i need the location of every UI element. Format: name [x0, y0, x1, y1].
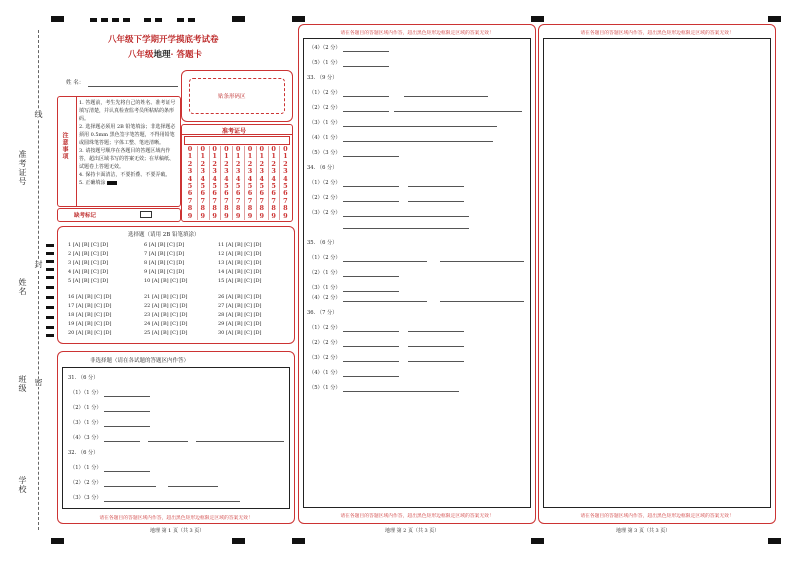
page-footer-3: 地理 第 3 页（共 3 页）: [616, 528, 671, 534]
digit: 0: [235, 145, 241, 153]
digit: 4: [259, 174, 265, 183]
note-1: 1. 答题前，考生先将自己的姓名、准考证号填写清楚，并认真检查监考员所粘贴的条形码。: [79, 100, 176, 122]
choice-row[interactable]: 12 [A] [B] [C] [D]: [218, 251, 262, 257]
digit: 3: [224, 167, 229, 176]
card2-top-notice: 请在各题目的答题区域内作答，超出黑色矩形边框限定区域的答案无效！: [340, 31, 494, 36]
digit: 4: [224, 174, 229, 183]
q31-2: （2）（1 分）: [70, 405, 102, 411]
mi-char: 密: [34, 378, 43, 387]
name-label-margin: 姓名: [18, 278, 27, 296]
choice-row[interactable]: 18 [A] [B] [C] [D]: [68, 312, 112, 318]
q35-1-answer-a[interactable]: [343, 261, 427, 262]
choice-row[interactable]: 30 [A] [B] [C] [D]: [218, 330, 262, 336]
digit: 2: [271, 159, 276, 168]
q34-3-answer-b[interactable]: [343, 228, 469, 229]
digit: 5: [259, 182, 265, 191]
digit: 9: [224, 211, 229, 220]
q33-1: （1）（2 分）: [309, 90, 341, 96]
q31-1: （1）（1 分）: [70, 390, 102, 396]
digit: 2: [247, 159, 253, 168]
choice-row[interactable]: 13 [A] [B] [C] [D]: [218, 260, 262, 266]
exam-number-column[interactable]: [244, 146, 255, 220]
digit: 9: [271, 211, 276, 220]
q33-1-answer-b[interactable]: [404, 96, 488, 97]
notes-divider: [76, 96, 77, 207]
digit: 4: [247, 174, 253, 183]
choice-row[interactable]: 5 [A] [B] [C] [D]: [68, 278, 109, 284]
q35-3: （3）（1 分）: [309, 285, 341, 291]
q36-1-answer-b[interactable]: [408, 331, 464, 332]
q31-2-answer[interactable]: [104, 411, 150, 412]
digit: 5: [212, 182, 217, 191]
digit: 5: [283, 182, 288, 191]
digit: 0: [247, 145, 253, 153]
name-field-label: 姓 名：: [66, 80, 85, 86]
choice-row[interactable]: 26 [A] [B] [C] [D]: [218, 294, 262, 300]
q31-4-answer-b[interactable]: [148, 441, 188, 442]
digit: 0: [224, 145, 229, 153]
digit: 3: [247, 167, 253, 176]
digit: 0: [283, 145, 288, 153]
digit: 4: [271, 174, 276, 183]
digit: 2: [283, 159, 288, 168]
digit: 0: [212, 145, 217, 153]
digit: 0: [259, 145, 265, 153]
q36-2-answer-b[interactable]: [408, 346, 464, 347]
q32-2: （2）（2 分）: [70, 480, 102, 486]
q36-4-answer[interactable]: [343, 376, 399, 377]
q33-4: （4）（1 分）: [309, 135, 341, 141]
digit: 6: [200, 189, 206, 198]
exam-number-column[interactable]: [197, 146, 208, 220]
choice-row[interactable]: 2 [A] [B] [C] [D]: [68, 251, 109, 257]
choice-row[interactable]: 22 [A] [B] [C] [D]: [144, 303, 188, 309]
digit: 5: [247, 182, 253, 191]
card1-bottom-notice: 请在各题目的答题区域内作答，超出黑色矩形边框限定区域的答案无效！: [99, 516, 253, 521]
choice-row[interactable]: 7 [A] [B] [C] [D]: [144, 251, 185, 257]
digit: 9: [283, 211, 288, 220]
exam-number-column[interactable]: [220, 146, 231, 220]
digit: 2: [187, 159, 193, 168]
subject-suffix: · 答题卡: [170, 50, 202, 60]
q35-2-answer[interactable]: [343, 276, 399, 277]
notes-title: 注意事项: [61, 132, 68, 160]
q36-5: （5）（1 分）: [309, 385, 341, 391]
q31-4-answer-a[interactable]: [104, 441, 140, 442]
card3-top-notice: 请在各题目的答题区域内作答，超出黑色矩形边框限定区域的答案无效！: [580, 31, 734, 36]
digit: 4: [283, 174, 288, 183]
line-char: 线: [34, 110, 43, 119]
digit: 8: [224, 204, 229, 213]
digit: 5: [224, 182, 229, 191]
digit: 4: [200, 174, 206, 183]
choice-row[interactable]: 6 [A] [B] [C] [D]: [144, 242, 185, 248]
note-5-text: 5. 正确填涂: [79, 180, 106, 186]
choice-row[interactable]: 10 [A] [B] [C] [D]: [144, 278, 188, 284]
q32-3: （3）（3 分）: [70, 495, 102, 501]
digit: 6: [283, 189, 288, 198]
digit: 1: [247, 152, 253, 161]
digit: 3: [200, 167, 206, 176]
choice-row[interactable]: 24 [A] [B] [C] [D]: [144, 321, 188, 327]
absent-checkbox[interactable]: [140, 211, 152, 218]
note-3: 3. 请按题号顺序在各题目的答题区域内作答，超出区域书写的答案无效；在草稿纸、试题卷上答题无效。: [79, 148, 175, 170]
q32-1: （1）（1 分）: [70, 465, 102, 471]
digit: 0: [271, 145, 276, 153]
digit: 9: [200, 211, 206, 220]
q34-title: 34. （6 分）: [307, 165, 338, 171]
choice-row[interactable]: 21 [A] [B] [C] [D]: [144, 294, 188, 300]
digit: 1: [271, 152, 276, 161]
digit: 4: [187, 174, 193, 183]
digit: 7: [259, 196, 265, 205]
digit: 8: [235, 204, 241, 213]
q33-1-answer-a[interactable]: [343, 96, 389, 97]
choice-row[interactable]: 20 [A] [B] [C] [D]: [68, 330, 112, 336]
digit: 2: [235, 159, 241, 168]
page-footer-1: 地理 第 1 页（共 3 页）: [150, 528, 205, 534]
q36-title: 36. （7 分）: [307, 310, 338, 316]
q34-3-answer-a[interactable]: [343, 216, 469, 217]
q33-5-answer[interactable]: [343, 156, 399, 157]
q35-title: 35. （6 分）: [307, 240, 338, 246]
q31-title: 31. （6 分）: [68, 375, 99, 381]
q31-3-answer[interactable]: [104, 426, 150, 427]
q33-2: （2）（2 分）: [309, 105, 341, 111]
q35-1-answer-b[interactable]: [440, 261, 524, 262]
q36-2-answer-a[interactable]: [343, 346, 399, 347]
q32-2-answer-b[interactable]: [168, 486, 218, 487]
card2-bottom-notice: 请在各题目的答题区域内作答，超出黑色矩形边框限定区域的答案无效！: [340, 514, 494, 519]
note-5: [79, 179, 178, 187]
digit: 0: [187, 145, 193, 153]
q36-3-answer-a[interactable]: [343, 361, 399, 362]
digit: 3: [187, 167, 193, 176]
choice-row[interactable]: 1 [A] [B] [C] [D]: [68, 242, 109, 248]
digit: 5: [200, 182, 206, 191]
choice-row[interactable]: 9 [A] [B] [C] [D]: [144, 269, 185, 275]
digit: 7: [224, 196, 229, 205]
digit: 9: [235, 211, 241, 220]
exam-number-column[interactable]: [268, 146, 279, 220]
digit: 6: [247, 189, 253, 198]
choice-row[interactable]: 29 [A] [B] [C] [D]: [218, 321, 262, 327]
q31-1-answer[interactable]: [104, 396, 150, 397]
q33-3-answer[interactable]: [343, 126, 497, 127]
q32-3-answer[interactable]: [104, 501, 240, 502]
choice-row[interactable]: 4 [A] [B] [C] [D]: [68, 269, 109, 275]
digit: 8: [247, 204, 253, 213]
q34-2-answer-a[interactable]: [343, 201, 399, 202]
q36-3-answer-b[interactable]: [408, 361, 464, 362]
digit: 8: [271, 204, 276, 213]
nonchoice-title: 非选择题（请在各试题的答题区内作答）: [90, 358, 190, 364]
choice-row[interactable]: 16 [A] [B] [C] [D]: [68, 294, 112, 300]
choice-title: 选择题（请用 2B 铅笔填涂）: [128, 232, 200, 238]
exam-number-column[interactable]: [256, 146, 267, 220]
exam-title: 八年级下学期开学摸底考试卷: [108, 35, 219, 45]
digit: 6: [212, 189, 217, 198]
q34-2-answer-b[interactable]: [408, 201, 464, 202]
choice-row[interactable]: 11 [A] [B] [C] [D]: [218, 242, 262, 248]
q36-5-answer[interactable]: [343, 391, 459, 392]
q32-2-answer-a[interactable]: [104, 486, 156, 487]
q33-2-answer-b[interactable]: [394, 111, 522, 112]
answer-frame-3[interactable]: [543, 38, 771, 508]
q33-5: （5）（3 分）: [309, 150, 341, 156]
digit: 7: [187, 196, 193, 205]
digit: 2: [212, 159, 217, 168]
digit: 8: [187, 204, 193, 213]
choice-row[interactable]: 27 [A] [B] [C] [D]: [218, 303, 262, 309]
digit: 5: [187, 182, 193, 191]
exam-number-column[interactable]: [279, 146, 290, 220]
q35-4: （4）（2 分）: [309, 295, 341, 301]
q35-3-answer[interactable]: [343, 291, 399, 292]
digit: 8: [200, 204, 206, 213]
name-field-line[interactable]: [88, 86, 178, 87]
digit: 9: [187, 211, 193, 220]
subject-title: [128, 48, 202, 60]
digit: 2: [224, 159, 229, 168]
q36-1: （1）（2 分）: [309, 325, 341, 331]
q36-4: （4）（1 分）: [309, 370, 341, 376]
digit: 7: [283, 196, 288, 205]
q33-4-answer[interactable]: [343, 141, 493, 142]
digit: 2: [259, 159, 265, 168]
digit: 1: [235, 152, 241, 161]
digit: 0: [200, 145, 206, 153]
exam-number-column[interactable]: [185, 146, 195, 220]
choice-row[interactable]: 3 [A] [B] [C] [D]: [68, 260, 109, 266]
digit: 9: [247, 211, 253, 220]
digit: 3: [283, 167, 288, 176]
subject-name: 地理: [153, 50, 171, 60]
q33-title: 33. （9 分）: [307, 75, 338, 81]
q34-1: （1）（2 分）: [309, 180, 341, 186]
digit: 7: [235, 196, 241, 205]
note-2: 2. 选择题必须用 2B 铅笔填涂；非选择题必须用 0.5mm 黑色签字笔答题，不得用铅笔或圆珠笔答题；字体工整、笔迹清晰。: [79, 124, 176, 146]
filled-sample: [107, 181, 117, 185]
q35-2: （2）（1 分）: [309, 270, 341, 276]
absent-label: 缺考标记: [74, 213, 97, 219]
choice-row[interactable]: 25 [A] [B] [C] [D]: [144, 330, 188, 336]
notes-list: [79, 99, 178, 187]
card3-bottom-notice: 请在各题目的答题区域内作答，超出黑色矩形边框限定区域的答案无效！: [580, 514, 734, 519]
q33-3: （3）（1 分）: [309, 120, 341, 126]
digit: 3: [271, 167, 276, 176]
binding-line: [38, 30, 39, 530]
digit: 8: [283, 204, 288, 213]
digit: 3: [212, 167, 217, 176]
note-4: 4. 保持卡面清洁，不要折叠、不要弄破。: [79, 172, 171, 178]
q32-5: （5）（1 分）: [309, 60, 341, 66]
digit: 2: [200, 159, 206, 168]
digit: 6: [187, 189, 193, 198]
choice-row[interactable]: 14 [A] [B] [C] [D]: [218, 269, 262, 275]
digit: 9: [212, 211, 217, 220]
digit: 1: [283, 152, 288, 161]
q32-4-answer[interactable]: [343, 51, 389, 52]
digit: 7: [247, 196, 253, 205]
digit: 3: [235, 167, 241, 176]
barcode-label: 贴条形码区: [218, 94, 246, 100]
q34-1-answer-b[interactable]: [408, 186, 464, 187]
q36-1-answer-a[interactable]: [343, 331, 399, 332]
q34-3: （3）（2 分）: [309, 210, 341, 216]
seal-char: 封: [34, 260, 43, 269]
choice-row[interactable]: 17 [A] [B] [C] [D]: [68, 303, 112, 309]
q32-1-answer[interactable]: [104, 471, 150, 472]
q33-2-answer-a[interactable]: [343, 111, 389, 112]
school-label-margin: 学校: [18, 476, 27, 494]
digit: 6: [259, 189, 265, 198]
q34-2: （2）（2 分）: [309, 195, 341, 201]
choice-row[interactable]: 8 [A] [B] [C] [D]: [144, 260, 185, 266]
exam-number-column[interactable]: [209, 146, 220, 220]
class-label-margin: 班级: [18, 375, 27, 393]
digit: 8: [212, 204, 217, 213]
digit: 4: [235, 174, 241, 183]
choice-row[interactable]: 15 [A] [B] [C] [D]: [218, 278, 262, 284]
digit: 1: [224, 152, 229, 161]
digit: 1: [187, 152, 193, 161]
exam-number-column[interactable]: [232, 146, 243, 220]
q35-4-answer-a[interactable]: [343, 301, 427, 302]
q31-4: （4）（3 分）: [70, 435, 102, 441]
q32-title: 32. （6 分）: [68, 450, 99, 456]
exam-number-header-line: [181, 134, 293, 135]
choice-row[interactable]: 19 [A] [B] [C] [D]: [68, 321, 112, 327]
exam-number-write-row: [184, 136, 290, 145]
q35-4-answer-b[interactable]: [440, 301, 524, 302]
exam-number-title: 准考证号: [222, 128, 247, 135]
digit: 6: [235, 189, 241, 198]
q31-3: （3）（1 分）: [70, 420, 102, 426]
exam-number-label: 准考证号: [18, 150, 27, 186]
digit: 1: [259, 152, 265, 161]
q35-1: （1）（2 分）: [309, 255, 341, 261]
digit: 4: [212, 174, 217, 183]
choice-row[interactable]: 23 [A] [B] [C] [D]: [144, 312, 188, 318]
q31-4-answer-c[interactable]: [196, 441, 284, 442]
page-footer-2: 地理 第 2 页（共 3 页）: [385, 528, 440, 534]
digit: 7: [212, 196, 217, 205]
digit: 8: [259, 204, 265, 213]
q34-1-answer-a[interactable]: [343, 186, 399, 187]
digit: 6: [224, 189, 229, 198]
digit: 6: [271, 189, 276, 198]
digit: 1: [212, 152, 217, 161]
digit: 9: [259, 211, 265, 220]
subject-grade: 八年级: [128, 50, 154, 60]
q36-2: （2）（2 分）: [309, 340, 341, 346]
digit: 7: [271, 196, 276, 205]
digit: 5: [235, 182, 241, 191]
digit: 1: [200, 152, 206, 161]
q32-5-answer[interactable]: [343, 66, 389, 67]
digit: 3: [259, 167, 265, 176]
digit: 7: [200, 196, 206, 205]
choice-row[interactable]: 28 [A] [B] [C] [D]: [218, 312, 262, 318]
q32-4: （4）（2 分）: [309, 45, 341, 51]
q36-3: （3）（2 分）: [309, 355, 341, 361]
digit: 5: [271, 182, 276, 191]
